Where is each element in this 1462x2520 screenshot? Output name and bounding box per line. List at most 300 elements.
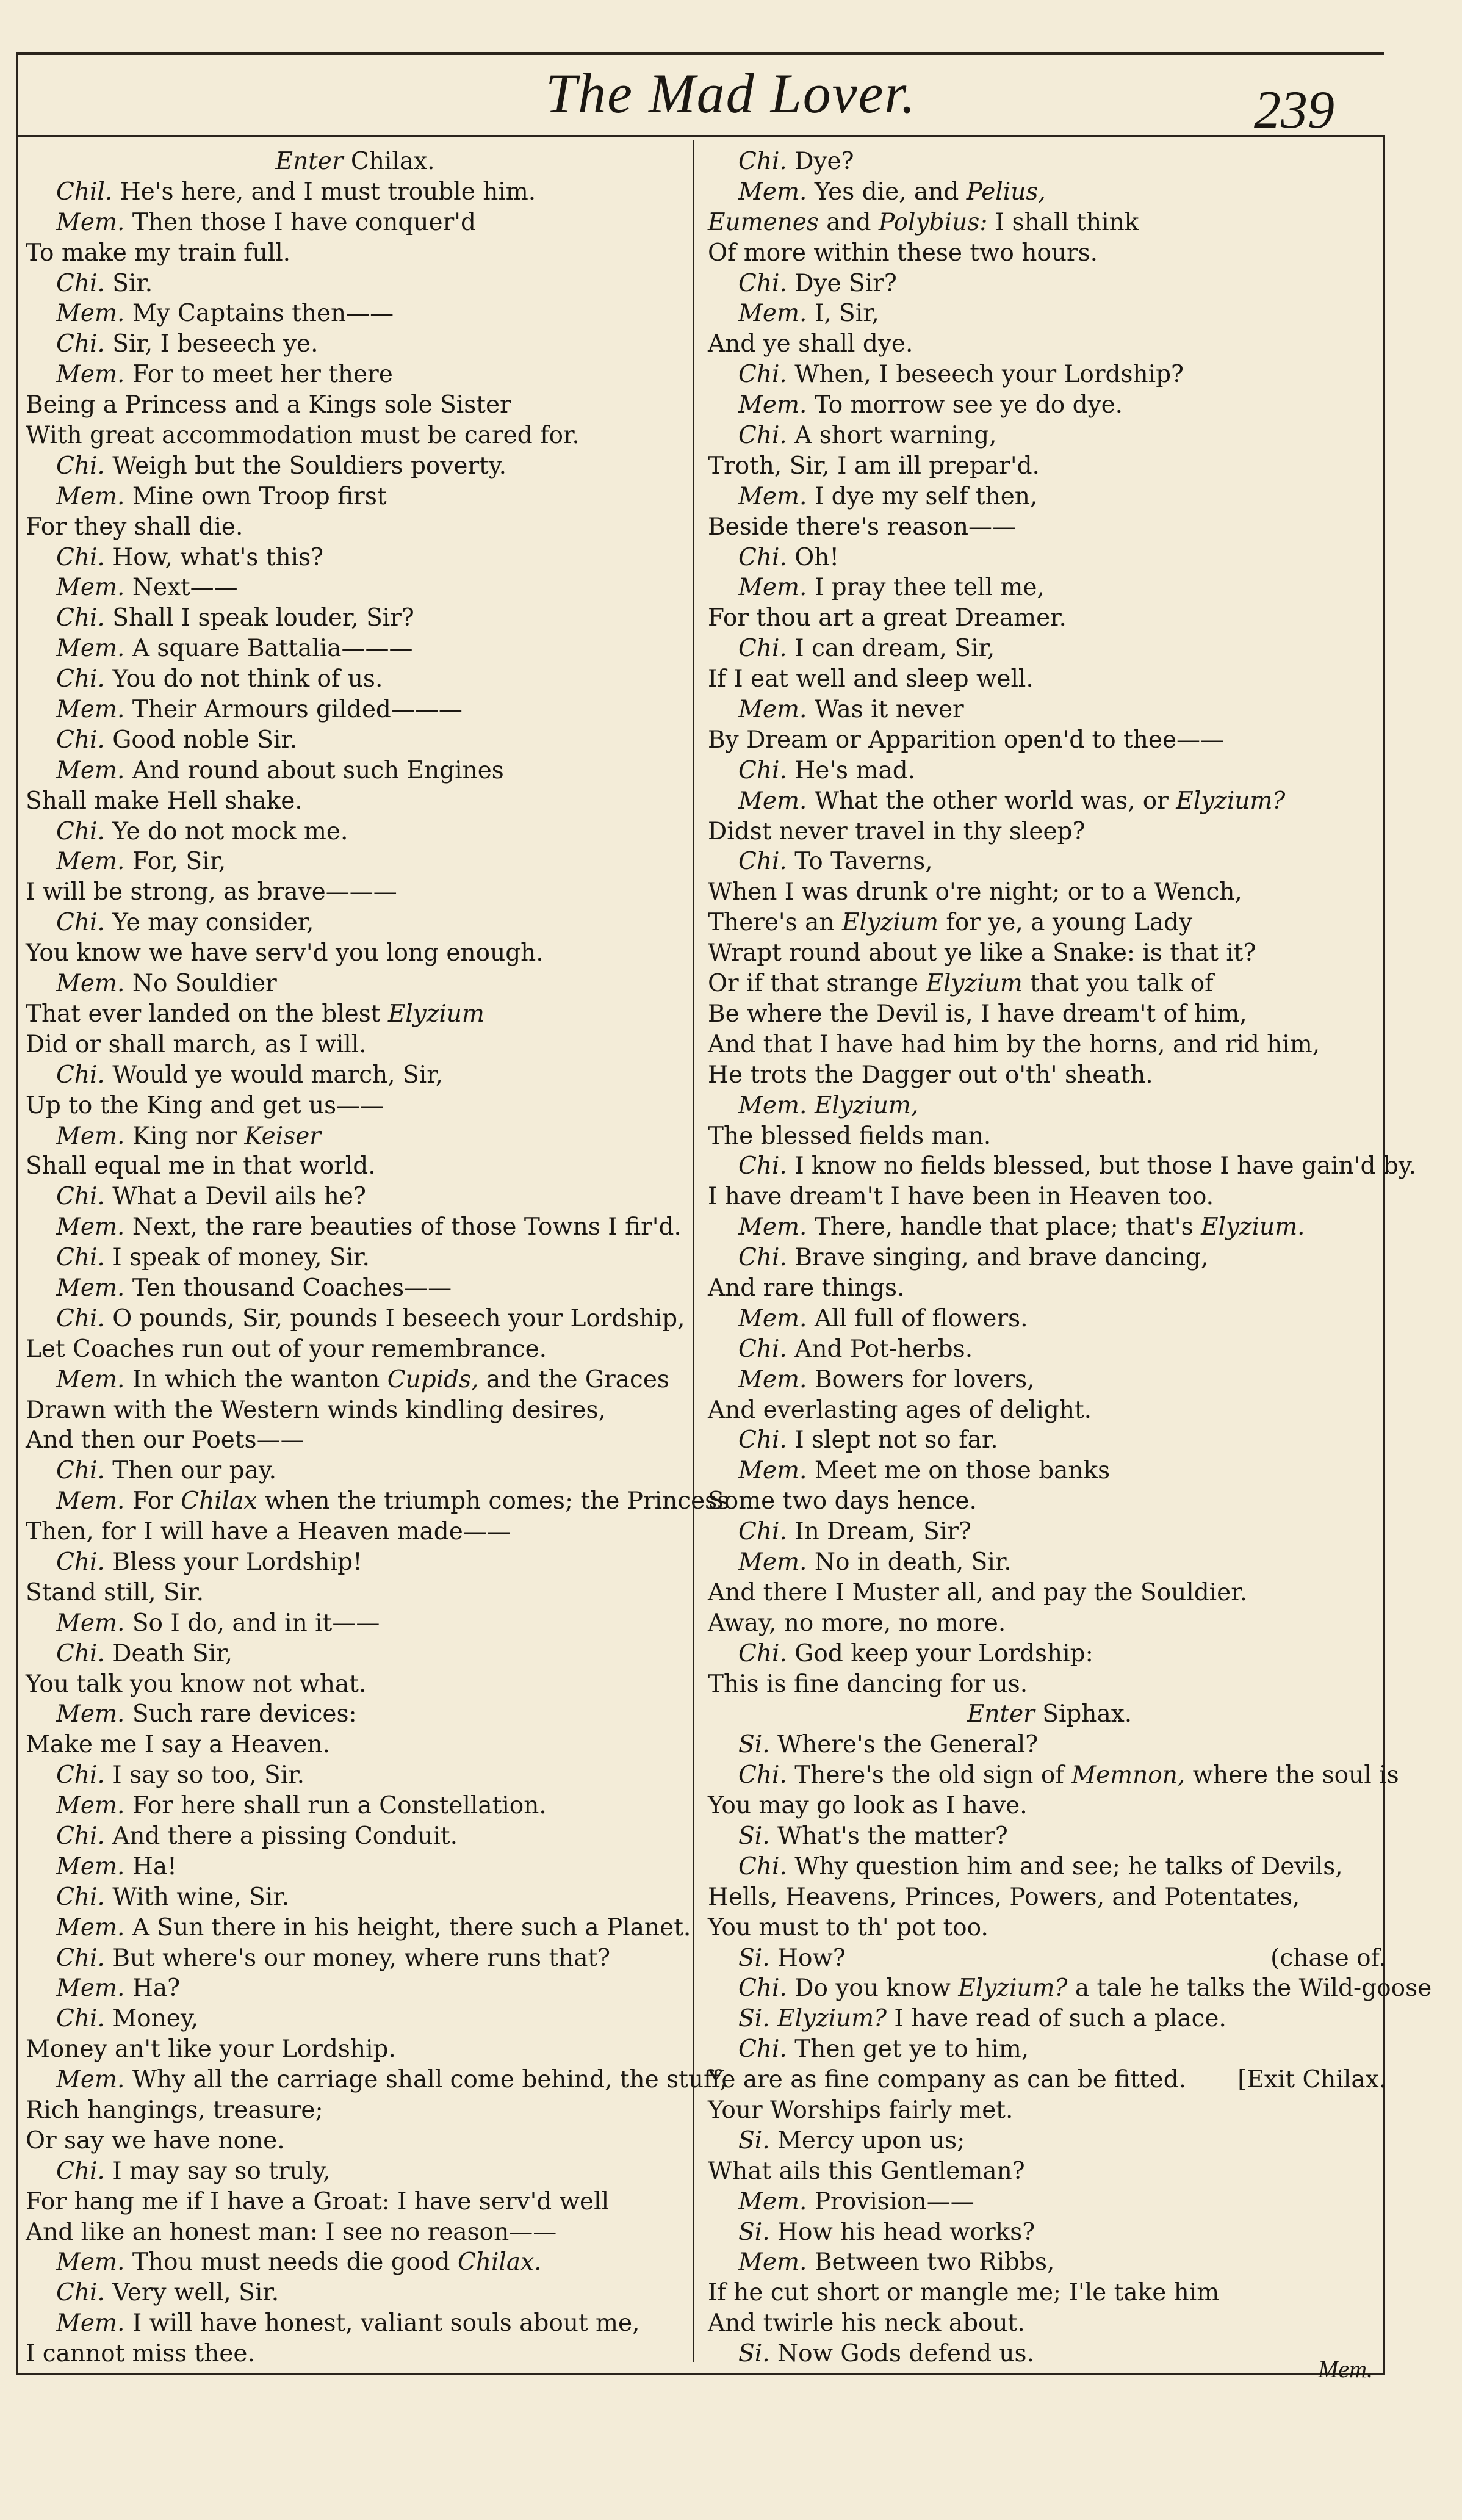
verse-line — [708, 329, 1391, 359]
verse-line — [26, 2095, 685, 2126]
line-text: To Taverns, — [794, 848, 933, 876]
speaker-label: Mem. — [56, 1365, 125, 1393]
margin-direction: (chase of. — [1270, 1944, 1386, 1972]
speaker-label: Chi. — [738, 361, 787, 389]
speaker-label: Chi. — [738, 1974, 787, 2002]
speaker-label: Mem. — [56, 1274, 125, 1302]
verse-line — [708, 2095, 1391, 2126]
speech-line — [708, 634, 1391, 664]
line-text: Next—— — [132, 574, 238, 602]
line-text: By Dream or Apparition open'd to thee—— — [708, 726, 1225, 754]
speech-line — [26, 603, 685, 634]
line-text: Your Worships fairly met. — [708, 2096, 1014, 2124]
line-text: There, handle that place; that's — [814, 1213, 1201, 1241]
line-text: And there a pissing Conduit. — [112, 1822, 458, 1850]
line-text: What a Devil ails he? — [112, 1183, 366, 1211]
verse-line — [26, 1091, 685, 1121]
line-text: for ye, a young Lady — [938, 909, 1193, 937]
line-text: And there I Muster all, and pay the Souldier. — [708, 1578, 1247, 1606]
line-text: Shall equal me in that world. — [26, 1152, 376, 1180]
line-text: I say so too, Sir. — [112, 1761, 304, 1789]
line-text: What ails this Gentleman? — [708, 2157, 1025, 2185]
speaker-label: Chil. — [56, 178, 113, 206]
line-text: Oh! — [794, 543, 839, 571]
speaker-label: Chi. — [738, 1518, 787, 1546]
speaker-label: Mem. — [56, 300, 125, 328]
line-text: Rich hangings, treasure; — [26, 2096, 323, 2124]
speaker-label: Mem. — [738, 787, 807, 815]
speaker-label: Mem. — [56, 2066, 125, 2094]
speech-line — [708, 1304, 1391, 1334]
speaker-label: Mem. — [56, 208, 125, 236]
speech-line — [708, 695, 1391, 725]
speech-line — [708, 756, 1391, 786]
verse-line — [708, 725, 1391, 756]
line-text: and — [818, 208, 879, 236]
line-text: King nor — [132, 1122, 245, 1150]
verse-line — [708, 2065, 1391, 2095]
line-text: Bless your Lordship! — [112, 1548, 362, 1576]
line-text: Make me I say a Heaven. — [26, 1731, 330, 1759]
line-text: Away, no more, no more. — [708, 1609, 1006, 1637]
speaker-label: Mem. — [738, 1213, 807, 1241]
verse-line — [708, 1060, 1391, 1091]
speech-line — [26, 725, 685, 756]
speaker-label: Mem. — [56, 1213, 125, 1241]
verse-line — [708, 1578, 1391, 1608]
line-text: With wine, Sir. — [112, 1883, 290, 1911]
speech-line — [26, 2156, 685, 2187]
verse-line — [708, 877, 1391, 908]
verse-line — [708, 512, 1391, 543]
line-text: Bowers for lovers, — [814, 1365, 1035, 1393]
speaker-label: Mem. — [56, 848, 125, 876]
line-text: Didst never travel in thy sleep? — [708, 817, 1086, 845]
speech-line — [26, 1486, 730, 1517]
line-text: A short warning, — [794, 422, 997, 450]
speaker-label: Chi. — [56, 909, 105, 937]
verse-line — [26, 1334, 685, 1365]
line-text: that you talk of — [1022, 970, 1214, 998]
speaker-label: Chi. — [56, 1883, 105, 1911]
line-text: You may go look as I have. — [708, 1792, 1028, 1820]
line-text: I can dream, Sir, — [794, 635, 995, 663]
speaker-label: Mem. — [56, 635, 125, 663]
speaker-label: Mem. — [56, 696, 125, 724]
speech-line — [26, 1639, 685, 1669]
line-text: Sir, I beseech ye. — [112, 330, 319, 358]
speech-line — [708, 1730, 1391, 1760]
line-text: Drawn with the Western winds kindling desires, — [26, 1396, 606, 1424]
line-text: Some two days hence. — [708, 1487, 977, 1515]
speech-line — [708, 1334, 1391, 1365]
speech-line — [26, 1365, 685, 1395]
speech-line — [708, 1425, 1391, 1456]
speech-line — [708, 1456, 1391, 1486]
speech-line — [26, 695, 685, 725]
speech-line — [26, 1699, 685, 1730]
speech-line — [26, 847, 685, 877]
line-text: I will be strong, as brave——— — [26, 878, 397, 906]
line-text: Very well, Sir. — [112, 2279, 279, 2307]
speech-line — [708, 847, 1391, 877]
speech-line — [26, 1973, 685, 2004]
speech-line — [26, 2308, 685, 2339]
line-text: Then those I have conquer'd — [132, 208, 476, 236]
line-text: Then our pay. — [112, 1457, 277, 1485]
speech-line — [26, 1852, 685, 1882]
line-text: Ye do not mock me. — [112, 817, 348, 845]
speaker-label: Chi. — [738, 635, 787, 663]
speaker-label: Chi. — [56, 1639, 105, 1667]
running-title: The Mad Lover. — [545, 62, 917, 125]
line-text: And Pot-herbs. — [794, 1335, 973, 1363]
speech-line — [26, 572, 685, 603]
line-text: Ha? — [132, 1974, 180, 2002]
speaker-label: Chi. — [738, 756, 787, 784]
line-text: And everlasting ages of delight. — [708, 1396, 1092, 1424]
speaker-label: Si. — [738, 2218, 770, 2246]
header-rule — [17, 135, 1384, 137]
line-text: How? — [777, 1944, 846, 1972]
line-text: Why all the carriage shall come behind, the stuff, — [132, 2066, 727, 2094]
line-text: I, Sir, — [814, 300, 879, 328]
verse-line — [26, 238, 685, 269]
line-text: What's the matter? — [777, 1822, 1008, 1850]
speaker-label: Si. — [738, 2340, 770, 2368]
stage-direction-name: Siphax. — [1034, 1700, 1133, 1728]
line-text: You talk you know not what. — [26, 1670, 367, 1698]
line-text: A Sun there in his height, there such a Planet. — [132, 1913, 691, 1941]
line-text: Money an't like your Lordship. — [26, 2035, 396, 2063]
line-text: Then, for I will have a Heaven made—— — [26, 1518, 511, 1546]
line-text: You must to th' pot too. — [708, 1913, 988, 1941]
line-text: Ye are as fine company as can be fitted. — [708, 2066, 1187, 2094]
line-text: My Captains then—— — [132, 300, 394, 328]
line-text: Beside there's reason—— — [708, 513, 1016, 541]
line-text: In which the wanton — [132, 1365, 387, 1393]
speaker-label: Mem. — [738, 482, 807, 510]
italic-name: Elyzium — [926, 970, 1023, 998]
speaker-label: Chi. — [56, 543, 105, 571]
line-text: Was it never — [814, 696, 964, 724]
speaker-label: Chi. — [56, 1761, 105, 1789]
line-text: How, what's this? — [112, 543, 324, 571]
speech-line — [26, 1456, 685, 1486]
line-text: Thou must needs die good — [132, 2248, 458, 2276]
line-text: So I do, and in it—— — [132, 1609, 380, 1637]
speaker-label: Mem. — [738, 391, 807, 419]
stage-direction-word: Enter — [967, 1700, 1035, 1728]
speech-line — [708, 482, 1391, 512]
verse-line — [708, 1486, 1391, 1517]
line-text: A square Battalia——— — [132, 635, 413, 663]
verse-line — [26, 1578, 685, 1608]
speaker-label: Chi. — [56, 1061, 105, 1089]
speaker-label: Mem. — [738, 1365, 807, 1393]
speaker-label: Mem. — [738, 1304, 807, 1332]
right-column — [708, 146, 1432, 2369]
verse-line — [26, 1669, 685, 1700]
line-text: Of more within these two hours. — [708, 239, 1098, 267]
line-text: I may say so truly, — [112, 2157, 331, 2185]
page-number: 239 — [1254, 81, 1334, 140]
speaker-label: Chi. — [56, 452, 105, 480]
speaker-label: Chi. — [738, 1152, 787, 1180]
line-text: And then our Poets—— — [26, 1426, 304, 1454]
verse-line — [26, 2339, 685, 2369]
speech-line — [708, 390, 1391, 421]
verse-line — [26, 1425, 685, 1456]
line-text: All full of flowers. — [814, 1304, 1028, 1332]
italic-name: Elyzium? — [1176, 787, 1286, 815]
italic-name: Keiser — [244, 1122, 321, 1150]
line-text: And round about such Engines — [132, 756, 504, 784]
verse-line — [26, 938, 685, 969]
line-text: when the triumph comes; the Princess — [257, 1487, 730, 1515]
line-text: Mercy upon us; — [777, 2126, 965, 2154]
speech-line — [26, 1273, 685, 1304]
speaker-label: Si. — [738, 1944, 770, 1972]
verse-line — [26, 2126, 685, 2156]
verse-line — [708, 908, 1391, 938]
line-text: Shall I speak louder, Sir? — [112, 604, 414, 632]
speech-line — [708, 2217, 1391, 2248]
speech-line — [708, 786, 1391, 817]
speech-line — [26, 664, 685, 695]
speech-line — [708, 1760, 1399, 1791]
stage-direction — [26, 146, 685, 177]
line-text: You know we have serv'd you long enough. — [26, 939, 544, 967]
stage-direction — [708, 1699, 1391, 1730]
speech-line — [26, 329, 685, 359]
line-text: Death Sir, — [112, 1639, 232, 1667]
italic-name: Polybius: — [879, 208, 988, 236]
speech-line — [26, 1547, 685, 1578]
line-text: To morrow see ye do dye. — [814, 391, 1123, 419]
line-text: The blessed fields man. — [708, 1122, 992, 1150]
speaker-label: Chi. — [738, 2035, 787, 2063]
speech-line — [26, 2065, 727, 2095]
verse-line — [26, 2187, 685, 2217]
speech-line — [708, 1973, 1432, 2004]
speech-line — [26, 1304, 685, 1334]
speech-line — [26, 543, 685, 573]
line-text: I slept not so far. — [794, 1426, 998, 1454]
line-text: What the other world was, or — [814, 787, 1176, 815]
line-text: He's here, and I must trouble him. — [120, 178, 536, 206]
verse-line — [26, 1730, 685, 1760]
line-text: Would ye would march, Sir, — [112, 1061, 444, 1089]
speaker-label: Chi. — [738, 422, 787, 450]
verse-line — [708, 2308, 1391, 2339]
bottom-rule — [16, 2373, 1385, 2375]
speaker-label: Chi. — [738, 1426, 787, 1454]
speech-line — [708, 1639, 1391, 1669]
line-text: No Souldier — [132, 970, 277, 998]
speech-line — [26, 969, 685, 999]
speech-line — [708, 1243, 1391, 1273]
verse-line — [708, 451, 1391, 482]
speech-line — [26, 1060, 685, 1091]
line-text: Mine own Troop first — [132, 482, 387, 510]
line-text: I have dream't I have been in Heaven too. — [708, 1183, 1214, 1211]
line-text: You do not think of us. — [112, 665, 383, 693]
verse-line — [708, 1791, 1391, 1821]
verse-line — [26, 786, 685, 817]
speaker-label: Mem. — [56, 574, 125, 602]
speaker-label: Chi. — [738, 1244, 787, 1272]
speaker-label: Mem. — [738, 1457, 807, 1485]
speaker-label: Chi. — [738, 1335, 787, 1363]
line-text: For to meet her there — [132, 361, 393, 389]
line-text: I have read of such a place. — [887, 2005, 1226, 2033]
catchword: Mem. — [1318, 2355, 1373, 2383]
speaker-label: Mem. — [56, 1792, 125, 1820]
line-text: Now Gods defend us. — [777, 2340, 1034, 2368]
stage-direction-name: Chilax. — [343, 148, 435, 175]
verse-line — [708, 1182, 1391, 1212]
speaker-label: Chi. — [738, 1639, 787, 1667]
line-text: For thou art a great Dreamer. — [708, 604, 1067, 632]
line-text: Where's the General? — [777, 1731, 1039, 1759]
line-text: Or if that strange — [708, 970, 926, 998]
line-text: Money, — [112, 2005, 199, 2033]
speech-line — [708, 1821, 1391, 1852]
speaker-label: Mem. — [56, 1974, 125, 2002]
line-text: God keep your Lordship: — [794, 1639, 1093, 1667]
line-text: Between two Ribbs, — [814, 2248, 1055, 2276]
speech-line — [26, 1821, 685, 1852]
line-text: In Dream, Sir? — [794, 1518, 971, 1546]
line-text: If I eat well and sleep well. — [708, 665, 1034, 693]
line-text: When I was drunk o're night; or to a Wench, — [708, 878, 1242, 906]
speech-line — [26, 208, 685, 238]
stage-direction-word: Enter — [275, 148, 344, 175]
line-text: Wrapt round about ye like a Snake: is that it? — [708, 939, 1256, 967]
line-text: I pray thee tell me, — [814, 574, 1045, 602]
speech-line — [708, 572, 1391, 603]
speech-line — [26, 1943, 685, 1974]
line-text: With great accommodation must be cared for. — [26, 422, 580, 450]
speech-line — [26, 451, 685, 482]
line-text: where the soul is — [1185, 1761, 1399, 1789]
speech-line — [26, 1182, 685, 1212]
line-text: There's an — [708, 909, 842, 937]
line-text: This is fine dancing for us. — [708, 1670, 1028, 1698]
line-text: He trots the Dagger out o'th' sheath. — [708, 1061, 1153, 1089]
speech-line — [26, 2004, 685, 2034]
line-text: Dye? — [794, 148, 854, 175]
line-text: Dye Sir? — [794, 269, 897, 297]
speech-line — [26, 2278, 685, 2308]
verse-line — [708, 1395, 1391, 1426]
verse-line — [708, 969, 1391, 999]
line-text: For hang me if I have a Groat: I have serv'd well — [26, 2187, 610, 2215]
line-text: Good noble Sir. — [112, 726, 298, 754]
speaker-label: Si. — [738, 1822, 770, 1850]
speaker-label: Chi. — [56, 1244, 105, 1272]
italic-name: Memnon, — [1071, 1761, 1186, 1789]
speech-line — [26, 1121, 685, 1152]
speaker-label: Chi. — [56, 2157, 105, 2185]
speech-line — [708, 2187, 1391, 2217]
line-text: I speak of money, Sir. — [112, 1244, 370, 1272]
speaker-label: Mem. — [738, 696, 807, 724]
line-text: Next, the rare beauties of those Towns I fir'd. — [132, 1213, 682, 1241]
line-text: There's the old sign of — [794, 1761, 1072, 1789]
speech-line — [708, 298, 1391, 329]
speaker-label: Mem. — [56, 2309, 125, 2338]
line-text: Let Coaches run out of your remembrance. — [26, 1335, 547, 1363]
speaker-label: Chi. — [56, 1183, 105, 1211]
speech-line — [708, 1212, 1391, 1243]
speech-line — [26, 1212, 685, 1243]
speech-line — [26, 817, 685, 847]
line-text: Being a Princess and a Kings sole Sister — [26, 391, 511, 419]
line-text: Ye may consider, — [112, 909, 314, 937]
verse-line — [708, 2156, 1391, 2187]
speech-line — [708, 1852, 1391, 1882]
verse-line — [708, 1913, 1391, 1943]
line-text: How his head works? — [777, 2218, 1035, 2246]
verse-line — [708, 999, 1391, 1030]
line-text: Weigh but the Souldiers poverty. — [112, 452, 507, 480]
verse-line — [708, 817, 1391, 847]
italic-name: Elyzium? — [777, 2005, 887, 2033]
verse-line — [26, 2034, 685, 2065]
speech-line — [708, 2126, 1391, 2156]
line-text: O pounds, Sir, pounds I beseech your Lordship, — [112, 1304, 685, 1332]
speech-line — [708, 1517, 1391, 1547]
speaker-label: Chi. — [738, 1852, 787, 1880]
verse-line — [708, 1608, 1391, 1639]
speech-line — [708, 177, 1391, 208]
speech-line — [26, 177, 685, 208]
speech-line — [708, 2247, 1391, 2278]
speech-line — [708, 146, 1391, 177]
line-text: Ha! — [132, 1852, 177, 1880]
italic-name: Elyzium, — [814, 1091, 919, 1119]
speaker-label: Mem. — [56, 1913, 125, 1941]
speaker-label: Chi. — [56, 1304, 105, 1332]
speaker-label: Si. — [738, 1731, 770, 1759]
speaker-label: Mem. — [56, 1122, 125, 1150]
left-frame-rule — [16, 52, 18, 2375]
speaker-label: Chi. — [56, 269, 105, 297]
speaker-label: Mem. — [56, 1609, 125, 1637]
line-text: And twirle his neck about. — [708, 2309, 1025, 2338]
speech-line — [26, 298, 685, 329]
verse-line — [26, 1517, 685, 1547]
line-text: Up to the King and get us—— — [26, 1091, 384, 1119]
speech-line — [26, 1608, 685, 1639]
line-text: I shall think — [987, 208, 1139, 236]
speech-line — [708, 1547, 1391, 1578]
column-divider — [693, 140, 694, 2362]
verse-line — [26, 1030, 685, 1060]
verse-line — [708, 938, 1391, 969]
speaker-label: Chi. — [738, 269, 787, 297]
line-text: Then get ye to him, — [794, 2035, 1029, 2063]
speaker-label: Mem. — [56, 1700, 125, 1728]
speaker-label: Mem. — [56, 2248, 125, 2276]
speaker-label: Mem. — [56, 756, 125, 784]
speaker-label: Mem. — [738, 300, 807, 328]
verse-line — [708, 1121, 1391, 1152]
speaker-label: Chi. — [738, 848, 787, 876]
line-text: Why question him and see; he talks of Devils, — [794, 1852, 1343, 1880]
